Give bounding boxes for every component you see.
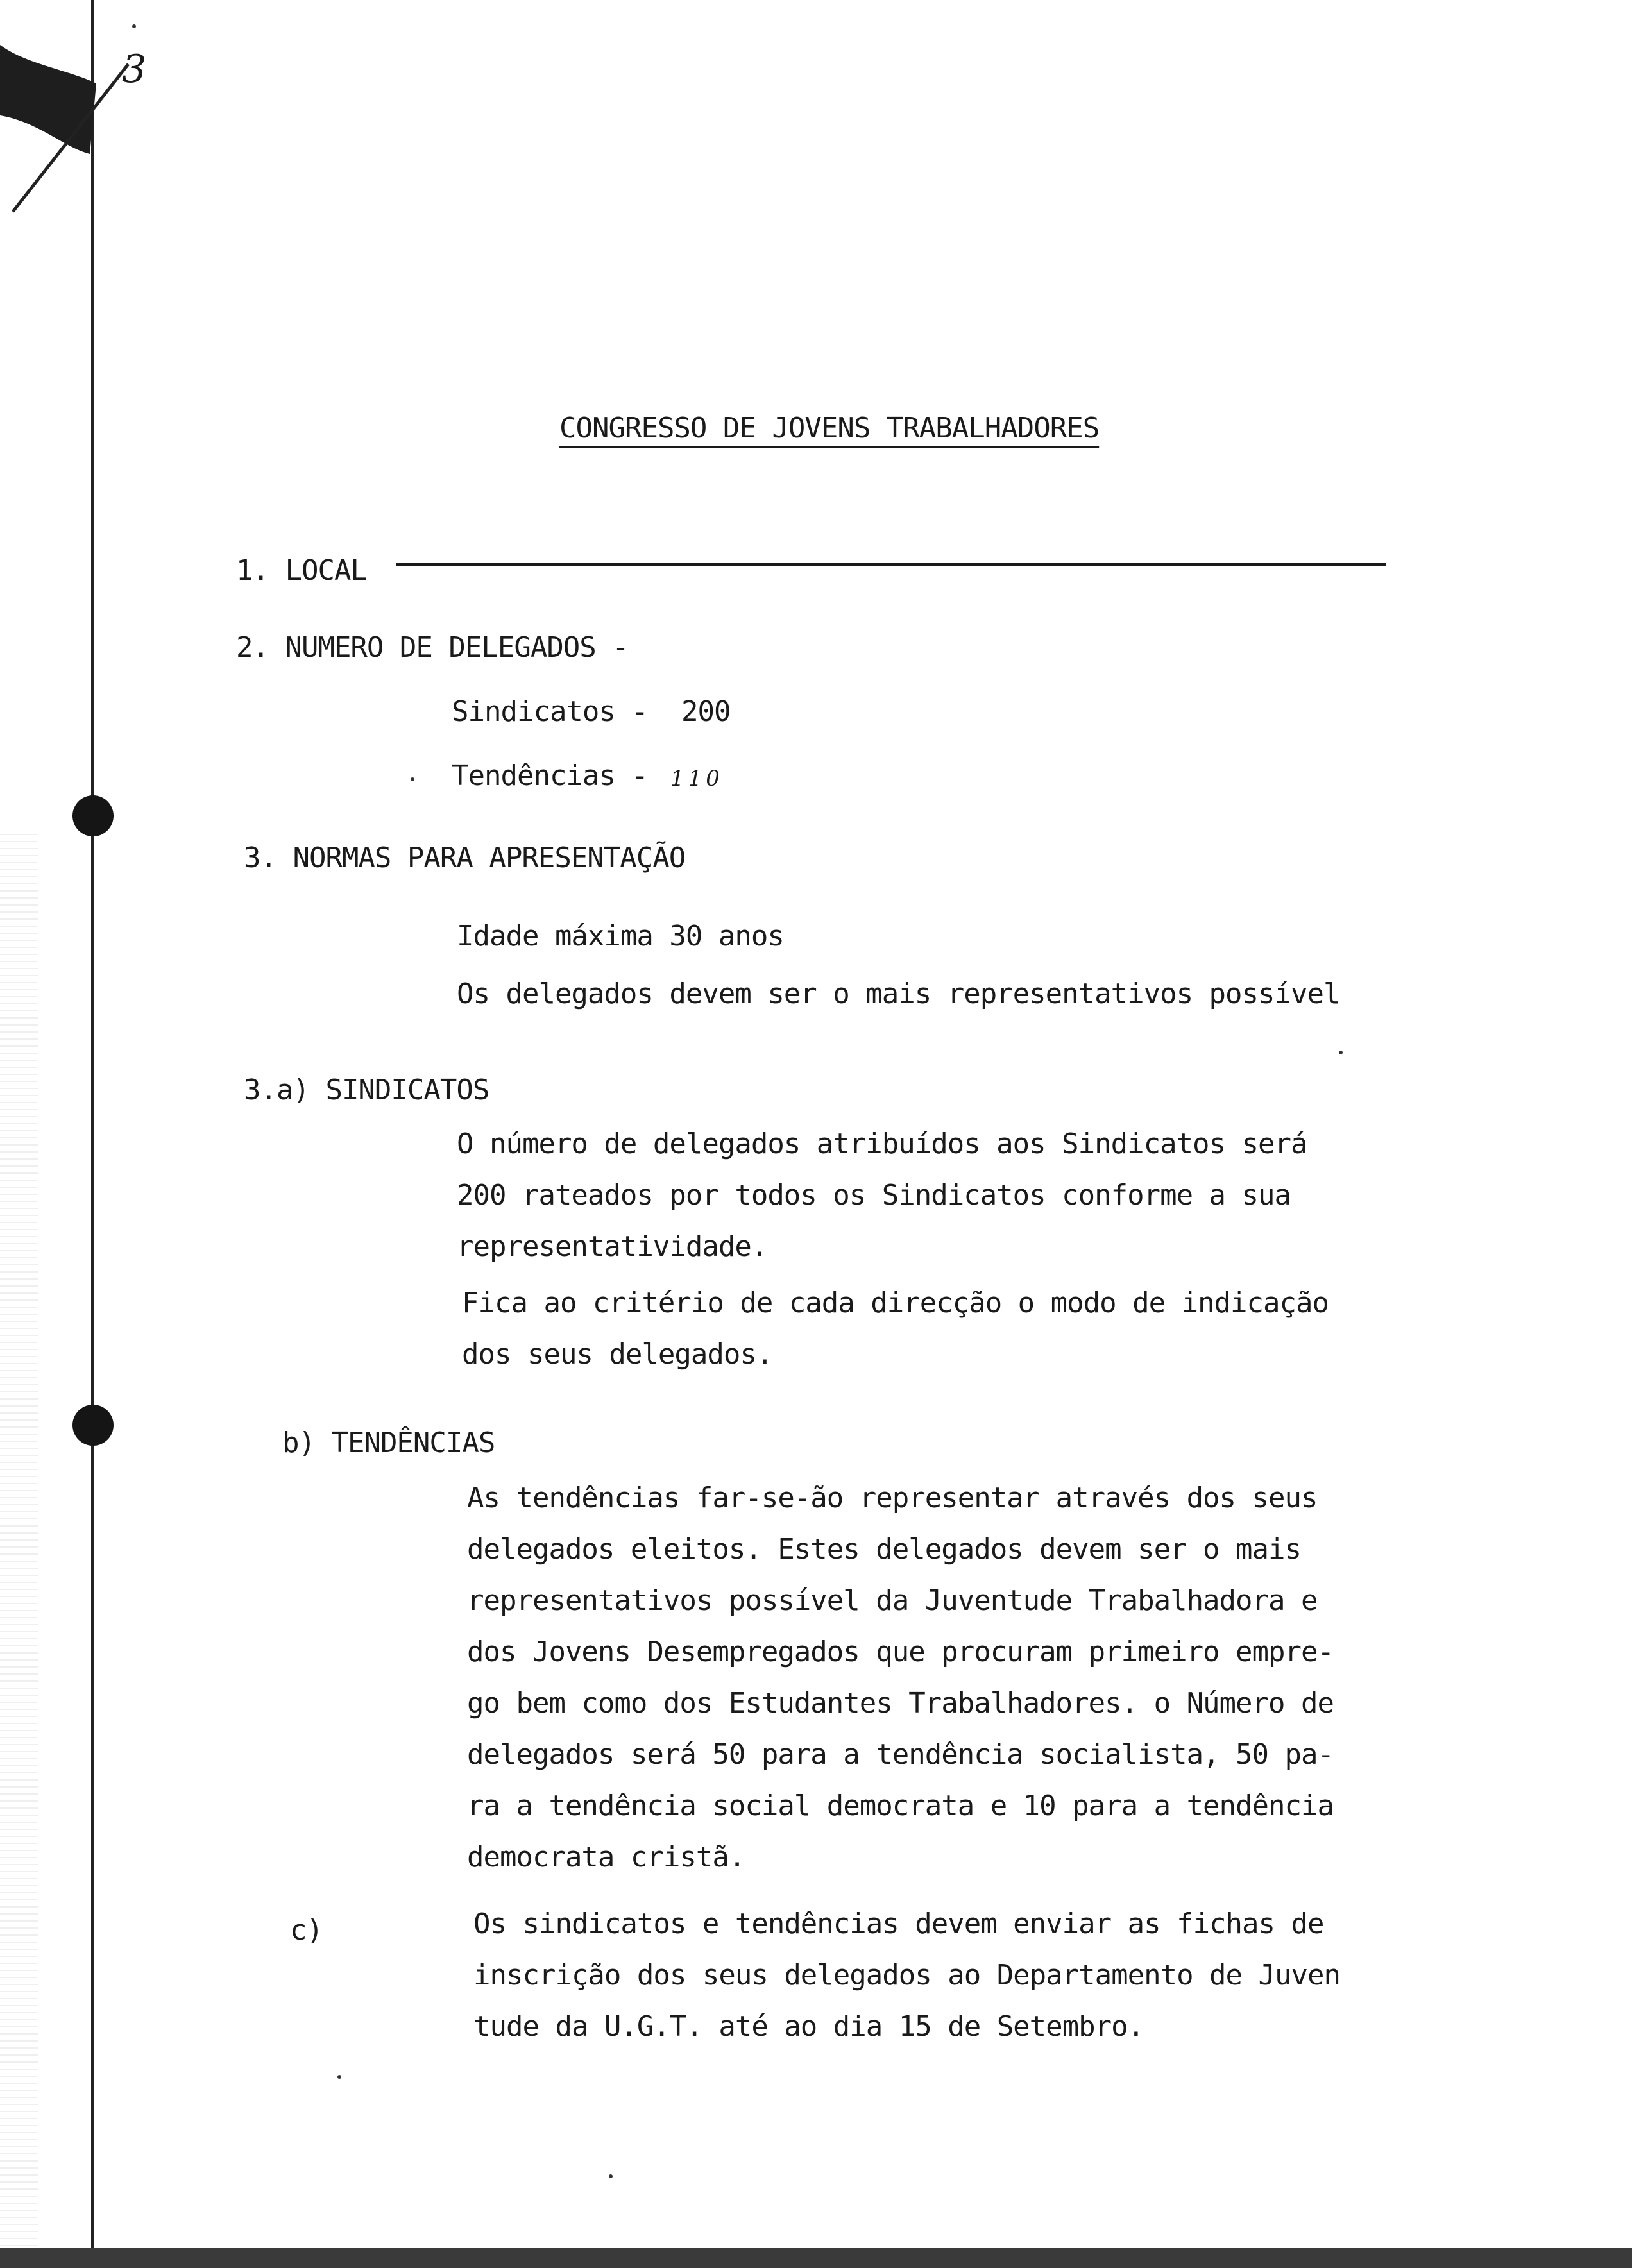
- paragraph-line: delegados será 50 para a tendência socialista, 50 pa-: [467, 1738, 1334, 1771]
- document-title: CONGRESSO DE JOVENS TRABALHADORES: [559, 412, 1100, 444]
- section-norms-heading: 3. NORMAS PARA APRESENTAÇÃO: [244, 842, 686, 874]
- registration-paragraph: [473, 1899, 1340, 2052]
- section-local-heading: 1. LOCAL: [236, 554, 367, 587]
- paragraph-line: As tendências far-se-ão representar através dos seus: [467, 1482, 1318, 1514]
- scan-speck: [609, 2174, 613, 2178]
- paragraph-line: tude da U.G.T. até ao dia 15 de Setembro.: [473, 2010, 1144, 2043]
- paragraph-line: Fica ao critério de cada direcção o modo de indicação: [462, 1287, 1329, 1319]
- scan-speck: [411, 777, 414, 781]
- unions-value: 200: [681, 695, 731, 728]
- norms-representative: Os delegados devem ser o mais representativos possível: [457, 977, 1340, 1010]
- scan-noise: [0, 834, 38, 2268]
- section-unions-heading: 3.a) SINDICATOS: [244, 1074, 489, 1106]
- norms-max-age: Idade máxima 30 anos: [457, 920, 784, 952]
- paragraph-line: representatividade.: [457, 1230, 768, 1263]
- paragraph-line: 200 rateados por todos os Sindicatos conforme a sua: [457, 1179, 1291, 1212]
- paragraph-line: dos Jovens Desempregados que procuram primeiro empre-: [467, 1636, 1334, 1668]
- paragraph-line: delegados eleitos. Estes delegados devem ser o mais: [467, 1533, 1302, 1566]
- scan-speck: [1339, 1051, 1343, 1054]
- unions-label: Sindicatos -: [452, 695, 648, 728]
- scan-bottom-edge: [0, 2248, 1632, 2268]
- unions-paragraph-2: [462, 1278, 1329, 1380]
- local-blank-line: [396, 563, 1386, 566]
- corner-annotation-mark: [0, 26, 205, 231]
- scan-speck: [132, 24, 136, 28]
- section-delegates-heading: 2. NUMERO DE DELEGADOS -: [236, 631, 629, 664]
- paragraph-line: democrata cristã.: [467, 1841, 745, 1874]
- paragraph-line: dos seus delegados.: [462, 1338, 773, 1371]
- tendencies-value: 110: [670, 766, 724, 791]
- paragraph-line: O número de delegados atribuídos aos Sindicatos será: [457, 1128, 1307, 1160]
- binding-margin-line: [91, 0, 94, 2268]
- paragraph-line: ra a tendência social democrata e 10 para a tendência: [467, 1790, 1334, 1822]
- paragraph-line: representativos possível da Juventude Trabalhadora e: [467, 1584, 1318, 1617]
- tendencies-label: Tendências -: [452, 759, 648, 792]
- punch-hole-top: [72, 795, 114, 836]
- tendencies-paragraph: [467, 1473, 1334, 1883]
- paragraph-line: inscrição dos seus delegados ao Departamento de Juven: [473, 1959, 1340, 1992]
- unions-paragraph: [457, 1119, 1307, 1273]
- corner-annotation: 3: [122, 47, 146, 92]
- punch-hole-bottom: [72, 1405, 114, 1446]
- scan-speck: [337, 2075, 341, 2079]
- section-tendencies-heading: b) TENDÊNCIAS: [282, 1426, 495, 1459]
- paragraph-line: Os sindicatos e tendências devem enviar as fichas de: [473, 1908, 1324, 1940]
- section-registration-label: c): [290, 1914, 323, 1947]
- paragraph-line: go bem como dos Estudantes Trabalhadores. o Número de: [467, 1687, 1334, 1720]
